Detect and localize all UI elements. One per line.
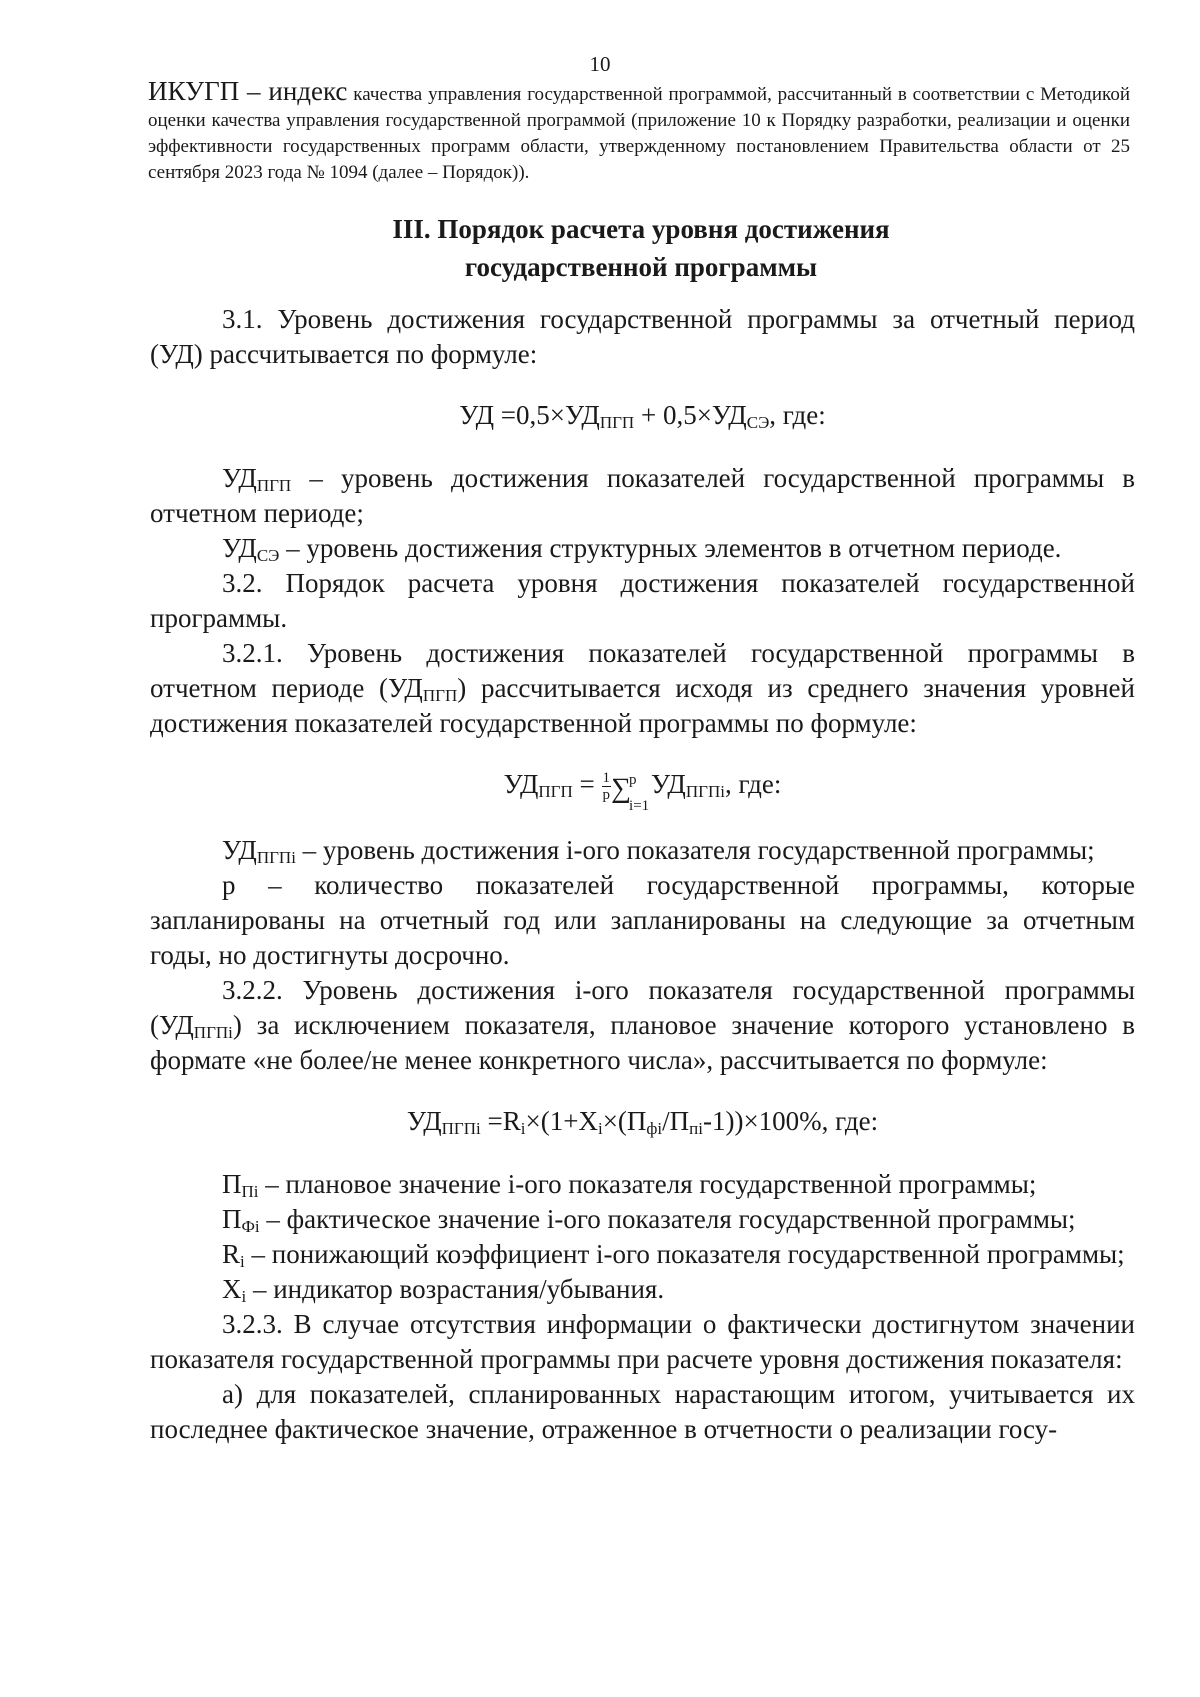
summation-lower: i=1	[629, 797, 650, 814]
definition-sub: Пi	[241, 1181, 259, 1201]
definition-term: УД	[222, 463, 257, 493]
definition-sub: ПГП	[256, 476, 292, 495]
definition-xi	[150, 1272, 1135, 1307]
formula-udpgpi-part-c: ×(П	[602, 1105, 647, 1136]
formula-udpgpi-sub-x: i	[597, 1118, 603, 1138]
definition-pfi	[150, 1202, 1135, 1237]
formula-udpgpi-sub-f: фi	[646, 1118, 663, 1138]
definition-p: p – количество показателей государственной программы, которые запланированы на отчетный год или запланированы на следующие за отчетным годы, но достигнуты досрочно.	[150, 869, 1135, 970]
formula-udpgp-eq: =	[572, 769, 602, 799]
formula-udpgpi-lhs-sub: ПГПi	[441, 1118, 481, 1138]
paragraph-3-2-2	[150, 973, 1135, 1078]
formula-ud-sub-pgp: ПГП	[599, 413, 635, 432]
formula-udpgpi-part-a: =R	[480, 1105, 521, 1136]
page-number: 10	[589, 52, 611, 76]
formula-udpgp	[150, 767, 1135, 814]
formula-udpgpi-sub-p: пi	[689, 1118, 703, 1138]
paragraph-3-2-2-sub: ПГПi	[193, 1022, 233, 1042]
definition-text: – уровень достижения структурных элементов в отчетном периоде.	[279, 533, 1062, 563]
formula-udpgpi	[150, 1104, 1135, 1139]
paragraph-3-2-3: 3.2.3. В случае отсутствия информации о фактически достигнутом значении показателя государственной программы при расчете уровня достижения показателя:	[150, 1308, 1135, 1374]
paragraph-3-2-1-part-a: 3.2.1. Уровень достижения показателей государственной программы в отчетном периоде (УД	[150, 638, 1135, 703]
formula-udpgp-lhs-sub: ПГП	[538, 782, 573, 801]
formula-udpgp-tail: , где:	[724, 769, 782, 799]
formula-udpgp-lhs: УД	[503, 769, 539, 799]
definition-term: УД	[222, 834, 257, 865]
definition-text: – понижающий коэффициент i-ого показателя государственной программы;	[244, 1238, 1125, 1269]
definition-ppi	[150, 1167, 1135, 1202]
definition-sub: Фi	[241, 1216, 260, 1236]
intro-paragraph	[148, 78, 1130, 186]
fraction-denominator: p	[602, 787, 611, 804]
formula-udpgp-term-sub: ПГПi	[685, 782, 725, 801]
section-heading	[150, 210, 1132, 286]
intro-text: качества управления государственной программой, рассчитанный в соответствии с Методикой оценки качества управления государственной программой (приложение 10 к Порядку разработки, реализации и оценки эффективности государственных программ области, утвержденному постановлением Правительства области от 25 сентября 2023 года № 1094 (далее – Порядок)).	[148, 84, 1130, 183]
formula-udpgp-term: УД	[651, 769, 686, 799]
formula-udpgpi-part-d: /П	[662, 1105, 690, 1136]
definition-sub: ПГПi	[256, 847, 296, 867]
definition-sub: i	[240, 1251, 245, 1271]
intro-lead: ИКУГП – индекс	[148, 76, 348, 106]
formula-ud-part-a: УД =0,5×УД	[459, 400, 600, 430]
formula-udpgpi-part-e: -1))×100%, где:	[702, 1105, 879, 1136]
formula-ud-part-c: , где:	[769, 400, 826, 430]
paragraph-3-1: 3.1. Уровень достижения государственной программы за отчетный период (УД) рассчитывается по формуле:	[150, 304, 1135, 369]
definition-sub: СЭ	[256, 546, 280, 565]
definition-sub: i	[241, 1286, 247, 1306]
section-heading-line1: III. Порядок расчета уровня достижения	[392, 214, 890, 244]
definition-text: – плановое значение i-ого показателя государственной программы;	[258, 1168, 1037, 1199]
definition-udpgpi	[150, 833, 1135, 868]
formula-ud	[150, 398, 1135, 433]
formula-udpgpi-lhs: УД	[406, 1105, 442, 1136]
summation	[611, 769, 651, 814]
definition-term: П	[222, 1203, 242, 1234]
paragraph-3-2-1	[150, 636, 1135, 741]
definition-text: – индикатор возрастания/убывания.	[246, 1273, 665, 1304]
definition-udpgp	[150, 461, 1135, 531]
fraction	[602, 770, 612, 803]
section-body	[150, 302, 1135, 1447]
formula-udpgpi-part-b: ×(1+X	[525, 1105, 598, 1136]
paragraph-3-2-1-sub: ПГП	[422, 686, 458, 705]
paragraph-3-2-1-part-b: ) рассчитывается исходя из среднего значения уровней достижения показателей государственной программы по формуле:	[150, 673, 1135, 738]
paragraph-3-2-2-part-a: 3.2.2. Уровень достижения i-ого показателя государственной программы (УД	[150, 974, 1135, 1040]
definition-term: П	[222, 1168, 242, 1199]
definition-text: – уровень достижения показателей государственной программы в отчетном периоде;	[150, 463, 1135, 528]
paragraph-3-2: 3.2. Порядок расчета уровня достижения показателей государственной программы.	[150, 568, 1135, 633]
section-heading-line2: государственной программы	[464, 252, 818, 282]
definition-term: УД	[222, 533, 257, 563]
paragraph-3-2-2-part-b: ) за исключением показателя, плановое значение которого установлено в формате «не более/не менее конкретного числа», рассчитывается по формуле:	[150, 1009, 1135, 1075]
formula-udpgpi-sub-r: i	[520, 1118, 526, 1138]
paragraph-a: а) для показателей, спланированных нарастающим итогом, учитывается их последнее фактическое значение, отраженное в отчетности о реализации госу-	[150, 1378, 1135, 1444]
definition-text: – уровень достижения i-ого показателя государственной программы;	[295, 834, 1095, 865]
sigma-symbol: ∑	[611, 772, 631, 804]
definition-text: – фактическое значение i-ого показателя государственной программы;	[259, 1203, 1076, 1234]
formula-ud-part-b: + 0,5×УД	[634, 400, 747, 430]
definition-ri	[150, 1237, 1135, 1272]
definition-term: X	[222, 1273, 242, 1304]
fraction-numerator: 1	[602, 770, 611, 787]
definition-term: R	[222, 1238, 241, 1269]
formula-ud-sub-se: СЭ	[746, 413, 770, 432]
definition-udse	[150, 531, 1135, 566]
summation-upper: p	[629, 771, 637, 788]
